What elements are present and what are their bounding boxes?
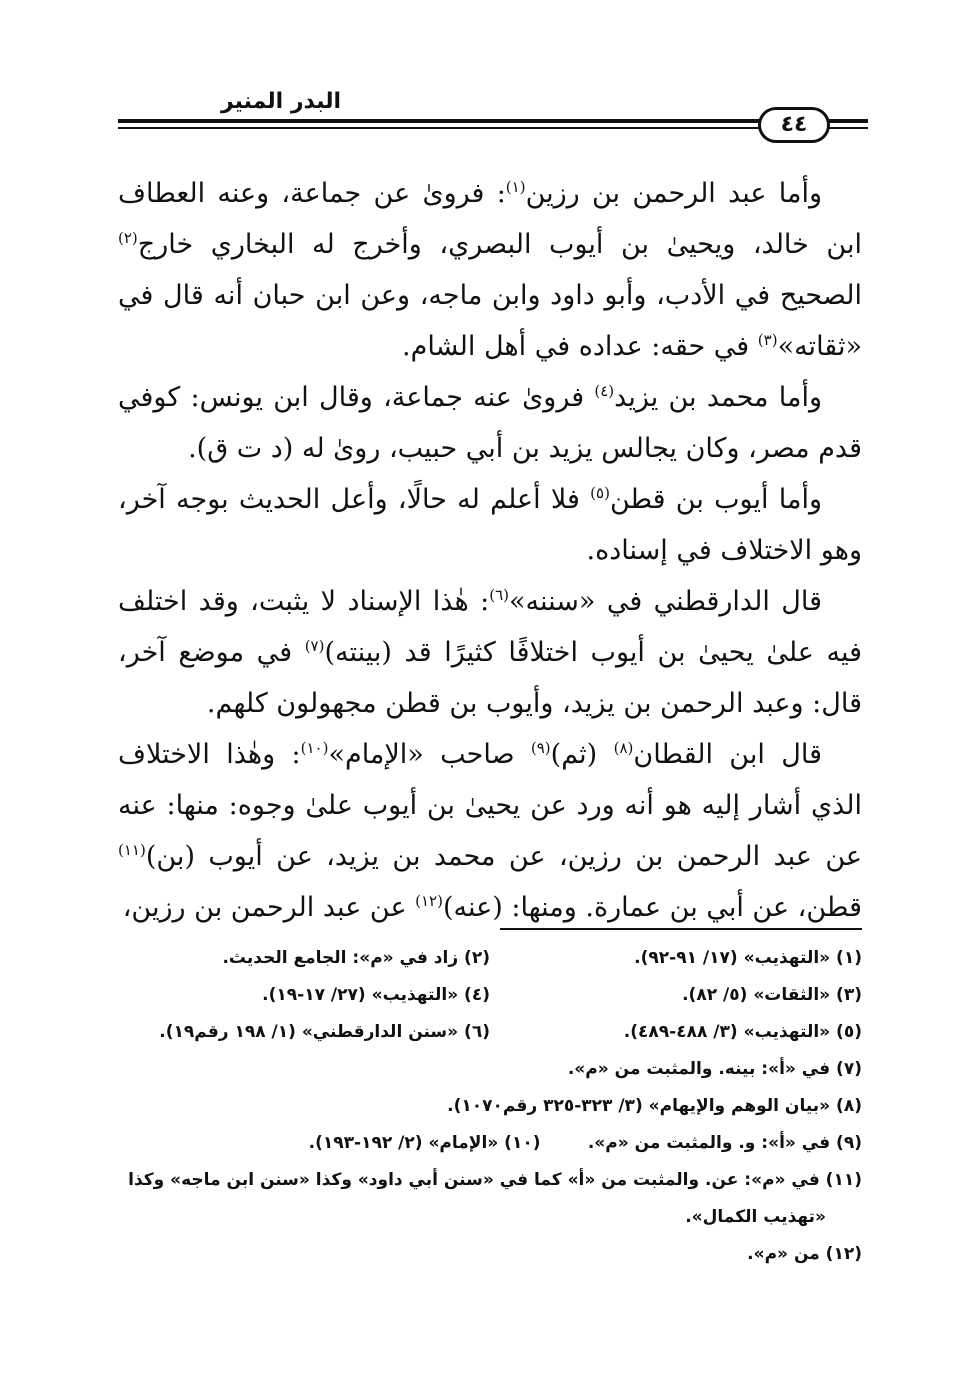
text-run: وأما أيوب بن قطن <box>609 484 822 515</box>
page-header <box>118 85 868 155</box>
running-title: البدر المنير <box>220 89 341 114</box>
footnote-row <box>118 1014 862 1051</box>
footnote-11: (١١) في «م»: عن. والمثبت من «أ» كما في «سنن أبي داود» وكذا «سنن ابن ماجه» وكذا <box>128 1170 862 1190</box>
header-rule-thick <box>118 119 868 123</box>
text-run: فلا أعلم له حالًا، وأعل الحديث بوجه آخر، وهو الاختلاف في إسناده. <box>118 484 862 566</box>
text-run: فروىٰ عنه جماعة، وقال ابن يونس: كوفي قدم مصر، وكان يجالس يزيد بن أبي حبيب، روىٰ له (د ت ق). <box>118 382 862 464</box>
footnote-12: (١٢) من «م». <box>747 1244 862 1264</box>
paragraph <box>118 576 862 729</box>
footnote-marker[interactable]: (١١) <box>118 841 146 859</box>
footnote-row <box>118 940 862 977</box>
footnote-11-continued: «تهذيب الكمال». <box>685 1207 826 1227</box>
paragraph <box>118 474 862 576</box>
footnote-8: (٨) «بيان الوهم والإيهام» (٣/ ٣٢٣-٣٢٥ رقم١٠٧٠). <box>447 1096 862 1116</box>
footnote-marker[interactable]: (١٢) <box>415 892 443 910</box>
footnote-4: (٤) «التهذيب» (٢٧/ ١٧-١٩). <box>262 985 490 1005</box>
footnote-separator <box>500 928 862 930</box>
text-run: عن عبد الرحمن بن رزين، <box>122 892 416 923</box>
footnote-marker[interactable]: (٦) <box>489 586 509 604</box>
page-number: ٤٤ <box>758 107 830 143</box>
footnote-marker[interactable]: (١) <box>505 178 526 196</box>
paragraph <box>118 372 862 474</box>
footnote-marker[interactable]: (٢) <box>118 229 138 247</box>
text-run: : وهٰذا الاختلاف الذي أشار إليه هو أنه ورد عن يحيىٰ بن أيوب علىٰ وجوه: منها: عنه عن عبد الرحمن بن رزين، عن محمد بن يزيد، عن أيوب (بن) <box>118 739 862 872</box>
text-run: في موضع آخر، قال: وعبد الرحمن بن يزيد، وأيوب بن قطن مجهولون كلهم. <box>118 637 862 719</box>
paragraph <box>118 729 862 933</box>
footnote-marker[interactable]: (٣) <box>757 331 778 349</box>
main-text <box>118 168 862 933</box>
header-rule-thin <box>118 127 868 129</box>
paragraph <box>118 168 862 372</box>
footnotes <box>118 940 862 1273</box>
text-run: وأما محمد بن يزيد <box>614 382 822 413</box>
footnote-6: (٦) «سنن الدارقطني» (١/ ١٩٨ رقم١٩). <box>159 1022 490 1042</box>
footnote-marker[interactable]: (٨) <box>613 739 634 757</box>
footnote-marker[interactable]: (١٠) <box>300 739 329 757</box>
footnote-2: (٢) زاد في «م»: الجامع الحديث. <box>222 948 490 968</box>
text-run: قال ابن القطان <box>633 739 822 770</box>
text-run: وأما عبد الرحمن بن رزين <box>525 178 822 209</box>
footnote-9-10: (٩) في «أ»: و. والمثبت من «م». (١٠) «الإمام» (٢/ ١٩٢-١٩٣). <box>308 1133 862 1153</box>
text-run: في حقه: عداده في أهل الشام. <box>402 331 758 362</box>
footnote-1: (١) «التهذيب» (١٧/ ٩١-٩٢). <box>634 948 862 968</box>
text-run: قال الدارقطني في «سننه» <box>509 586 822 617</box>
footnote-marker[interactable]: (٥) <box>590 484 610 502</box>
text-run: الصحيح في الأدب، وأبو داود وابن ماجه، وعن ابن حبان أنه قال في «ثقاته» <box>118 280 862 362</box>
footnote-7: (٧) في «أ»: بينه. والمثبت من «م». <box>567 1059 862 1079</box>
footnote-marker[interactable]: (٩) <box>530 739 551 757</box>
footnote-marker[interactable]: (٤) <box>594 382 615 400</box>
footnote-5: (٥) «التهذيب» (٣/ ٤٨٨-٤٨٩). <box>623 1022 862 1042</box>
footnote-3: (٣) «الثقات» (٥/ ٨٢). <box>682 985 862 1005</box>
footnote-marker[interactable]: (٧) <box>304 637 325 655</box>
text-run: : هٰذا الإسناد لا يثبت، وقد اختلف فيه علىٰ يحيىٰ بن أيوب اختلافًا كثيرًا قد (بينته) <box>118 586 863 668</box>
footnote-row <box>118 977 862 1014</box>
text-run: قطن، عن أبي بن عمارة. ومنها: (عنه) <box>442 892 862 923</box>
text-run: صاحب «الإمام» <box>328 739 531 770</box>
text-run: (ثم) <box>550 739 614 770</box>
text-run: : فروىٰ عن جماعة، وعنه العطاف ابن خالد، ويحيىٰ بن أيوب البصري، وأخرج له البخاري خارج <box>118 178 862 260</box>
